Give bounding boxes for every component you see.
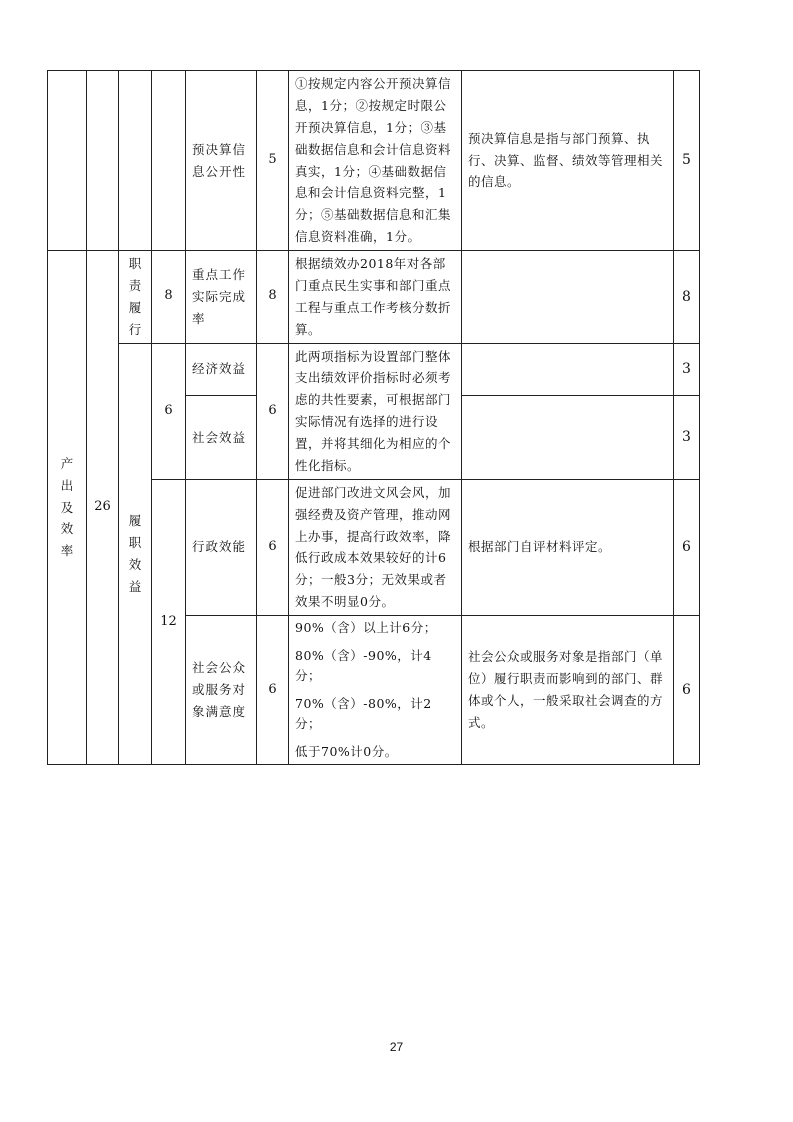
level2-score-cell-empty xyxy=(152,71,186,251)
indicator-score: 5 xyxy=(257,71,289,251)
indicator-name: 重点工作实际完成率 xyxy=(186,251,257,344)
final-score: 6 xyxy=(674,479,700,615)
indicator-note xyxy=(462,251,674,344)
criteria-line: 70%（含）-80%，计2分； xyxy=(295,696,432,731)
indicator-name: 行政效能 xyxy=(186,479,257,615)
final-score: 8 xyxy=(674,251,700,344)
indicator-criteria: 根据绩效办2018年对各部门重点民生实事和部门重点工程与重点工作考核分数折算。 xyxy=(289,251,462,344)
criteria-line: 低于70%计0分。 xyxy=(295,744,398,759)
evaluation-table xyxy=(47,70,700,765)
indicator-name: 社会效益 xyxy=(186,396,257,480)
table-row xyxy=(48,343,700,396)
indicator-note: 社会公众或服务对象是指部门（单位）履行职责而影响到的部门、群体或个人，一般采取社会调查的方式。 xyxy=(462,616,674,765)
final-score: 3 xyxy=(674,396,700,480)
indicator-score: 8 xyxy=(257,251,289,344)
table-row xyxy=(48,251,700,344)
indicator-criteria: 促进部门改进文风会风，加强经费及资产管理，推动网上办事，提高行政效率，降低行政成本效果较好的计6分；一般3分；无效果或者效果不明显0分。 xyxy=(289,479,462,615)
final-score: 3 xyxy=(674,343,700,396)
indicator-note-empty xyxy=(462,396,674,480)
level1-indicator: 产 出 及 效 率 xyxy=(48,251,87,765)
level1-score-cell-empty xyxy=(87,71,119,251)
level2-score: 12 xyxy=(152,479,186,764)
level2-score: 6 xyxy=(152,343,186,479)
indicator-criteria: ①按规定内容公开预决算信息，1分；②按规定时限公开预决算信息，1分；③基础数据信息和会计信息资料真实，1分；④基础数据信息和会计信息资料完整，1分；⑤基础数据信息和汇集信息资料准确，1分。 xyxy=(289,71,462,251)
indicator-name: 经济效益 xyxy=(186,343,257,396)
level2-indicator: 履 职 效 益 xyxy=(119,343,152,765)
level1-cell-empty xyxy=(48,71,87,251)
page-number: 27 xyxy=(389,1040,404,1054)
indicator-criteria xyxy=(289,616,462,765)
level2-cell-empty xyxy=(119,71,152,251)
indicator-criteria: 此两项指标为设置部门整体支出绩效评价指标时必须考虑的共性要素，可根据部门实际情况有选择的进行设置，并将其细化为相应的个性化指标。 xyxy=(289,343,462,479)
indicator-name: 预决算信息公开性 xyxy=(186,71,257,251)
level2-indicator: 职 责 履 行 xyxy=(119,251,152,344)
indicator-score: 6 xyxy=(257,479,289,615)
indicator-note: 预决算信息是指与部门预算、执行、决算、监督、绩效等管理相关的信息。 xyxy=(462,71,674,251)
indicator-note: 根据部门自评材料评定。 xyxy=(462,479,674,615)
table-row xyxy=(48,71,700,251)
criteria-line: 90%（含）以上计6分； xyxy=(295,620,437,635)
indicator-note-empty xyxy=(462,343,674,396)
level2-score: 8 xyxy=(152,251,186,344)
level1-score: 26 xyxy=(87,251,119,765)
indicator-score: 6 xyxy=(257,343,289,479)
final-score: 5 xyxy=(674,71,700,251)
criteria-line: 80%（含）-90%，计4分； xyxy=(295,648,432,683)
indicator-name: 社会公众或服务对象满意度 xyxy=(186,616,257,765)
indicator-score: 6 xyxy=(257,616,289,765)
final-score: 6 xyxy=(674,616,700,765)
